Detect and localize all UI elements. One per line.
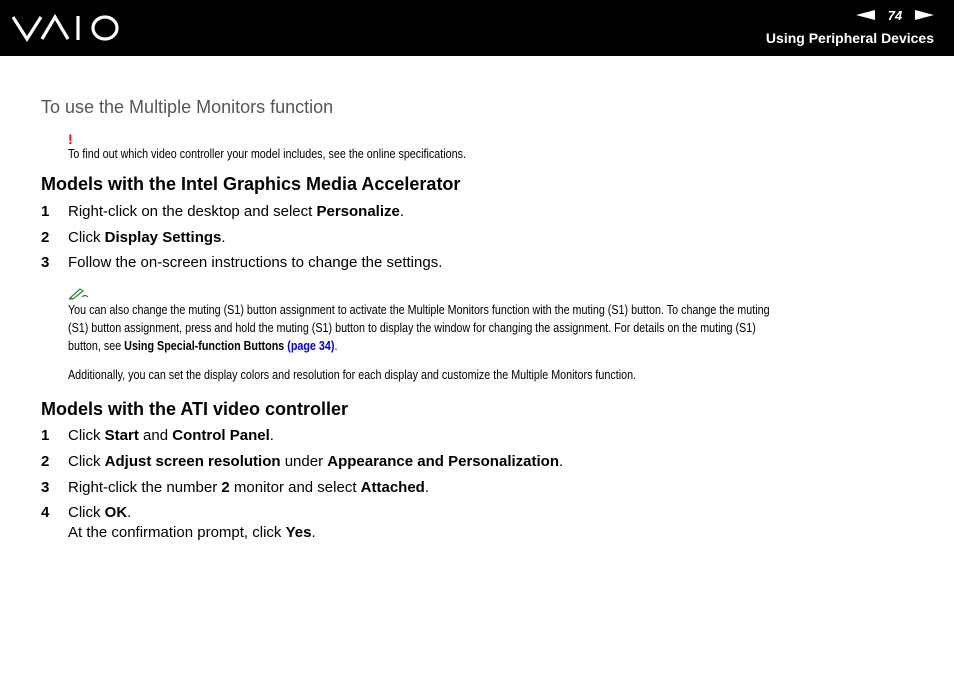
step-text: . [558,453,564,470]
step-text: under [280,453,328,470]
step-emphasis: Start [104,427,139,444]
step-text: At the confirmation prompt, click [68,524,286,541]
warning-icon: ! [68,131,73,147]
page-subtitle: To use the Multiple Monitors function [41,97,334,117]
ati-step-4 [41,503,131,523]
page-navigation [856,6,934,24]
note-text: To find out which video controller your model includes, see the online specifications. [68,147,466,161]
ati-step-4-detail [68,523,316,543]
ati-heading: Models with the ATI video controller [41,399,349,419]
step-text: . [399,203,405,220]
step-text: . [269,427,274,444]
step-text: Click [68,229,105,246]
step-text: Click [68,453,105,470]
step-emphasis: Appearance and Personalization [327,453,559,470]
page-number: 74 [887,7,903,23]
step-emphasis: OK [104,504,128,521]
step-emphasis: Adjust screen resolution [104,453,281,470]
intel-step-3 [41,253,442,273]
step-text: Right-click on the desktop and select [68,203,317,220]
step-number: 2 [41,229,50,246]
tip-additional: Additionally, you can set the display colors and resolution for each display and customize the Multiple Monitors function. [68,368,637,382]
step-emphasis: Control Panel [172,427,270,444]
step-text: . [221,229,226,246]
intel-heading: Models with the Intel Graphics Media Accelerator [41,174,461,194]
section-title: Using Peripheral Devices [765,30,934,46]
step-text: Follow the on-screen instructions to change the settings. [68,254,443,271]
tip-text: . [334,339,338,353]
tip-line-2: (S1) button assignment, press and hold the muting (S1) button to display the window for changing the assignment. For details on the muting (S1) [68,321,756,335]
intel-step-2 [41,228,226,248]
ati-step-2 [41,452,563,472]
pencil-note-icon [68,286,90,300]
arrow-left-icon[interactable] [856,10,875,20]
ati-step-3 [41,478,429,498]
step-emphasis: Display Settings [104,229,222,246]
page-header [0,0,954,56]
page-link[interactable]: (page 34) [287,339,335,353]
vaio-logo-icon [12,13,120,43]
step-text: and [138,427,173,444]
step-text: . [127,504,132,521]
step-emphasis: Personalize [316,203,400,220]
step-number: 4 [41,504,50,521]
step-emphasis: Attached [360,479,425,496]
step-emphasis: Yes [285,524,312,541]
intel-step-1 [41,202,404,222]
tip-text: button, see [68,339,125,353]
tip-reference: Using Special-function Buttons [124,339,285,353]
step-text: Right-click the number [68,479,222,496]
tip-line-3 [68,337,337,355]
step-emphasis: 2 [221,479,230,496]
step-number: 2 [41,453,50,470]
step-text: . [424,479,430,496]
step-text: Click [68,504,105,521]
step-number: 3 [41,479,50,496]
tip-line-1: You can also change the muting (S1) button assignment to activate the Multiple Monitors function with the muting (S1) button. To change the muting [68,303,770,317]
step-text: monitor and select [229,479,361,496]
step-number: 1 [41,203,50,220]
arrow-right-icon[interactable] [915,10,934,20]
step-text: Click [68,427,105,444]
step-number: 1 [41,427,50,444]
step-text: . [311,524,316,541]
step-number: 3 [41,254,50,271]
ati-step-1 [41,426,274,446]
